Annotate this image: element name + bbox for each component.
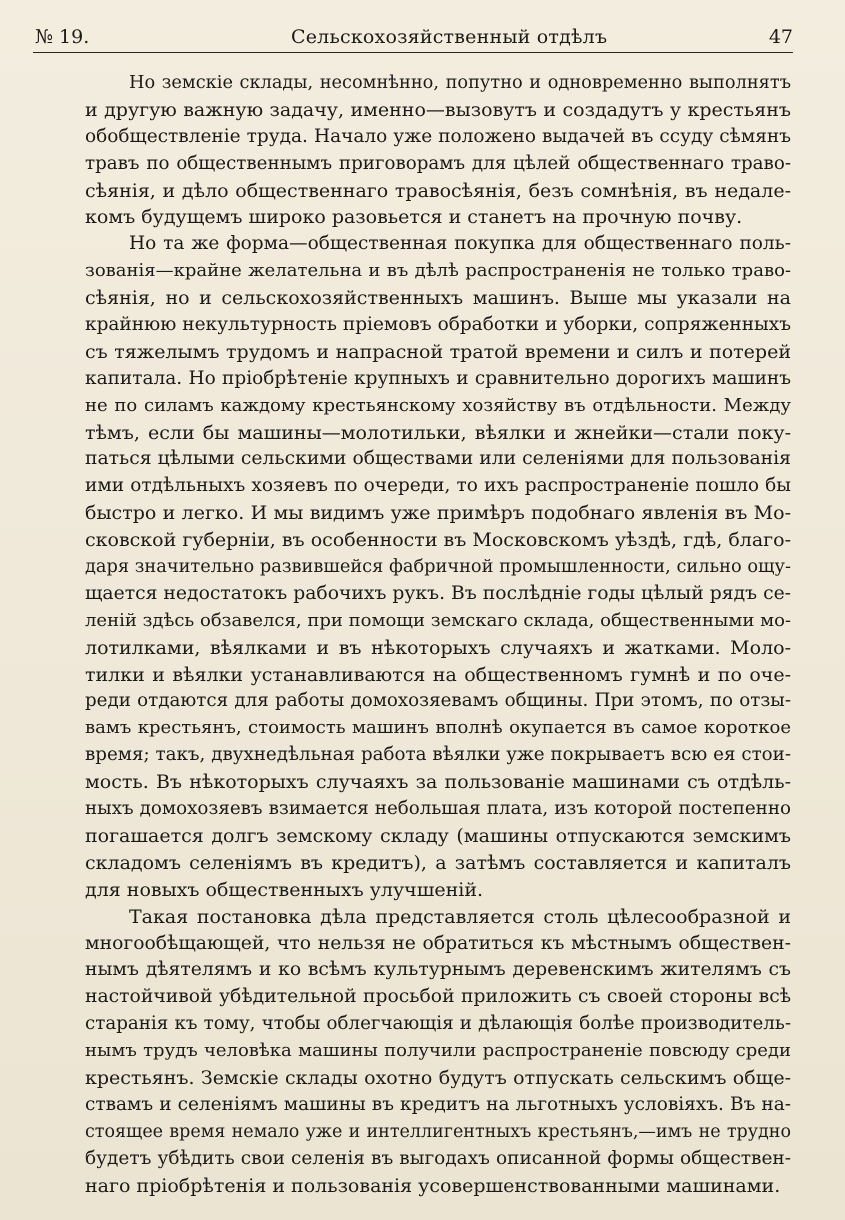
text-line: зованія—крайне желательна и въ дѣлѣ распространенія не только траво- <box>85 260 791 282</box>
text-line: Но та же форма—общественная покупка для общественнаго поль- <box>129 233 791 255</box>
text-line: сѣянія, но и сельскохозяйственныхъ машинъ. Выше мы указали на <box>85 287 791 310</box>
section-title: Сельскохозяйственный отдѣлъ <box>291 26 608 48</box>
text-line: нымъ трудъ человѣка машины получили распространеніе повсюду среди <box>85 1040 791 1062</box>
text-line: сковской губерніи, въ особенности въ Московскомъ уѣздѣ, гдѣ, благо- <box>85 529 791 552</box>
text-line: крайнюю некультурность пріемовъ обработки и уборки, сопряженныхъ <box>85 314 791 336</box>
text-line: настойчивой убѣдительной просьбой приложить съ своей стороны всѣ <box>85 986 791 1008</box>
text-line: сѣянія, и дѣло общественнаго травосѣянія, безъ сомнѣнія, въ недале- <box>85 179 791 202</box>
text-line: вамъ крестьянъ, стоимость машинъ вполнѣ окупается въ самое короткое <box>85 717 791 739</box>
text-line: Такая постановка дѣла представляется столь цѣлесообразной и <box>129 905 791 928</box>
text-line: лотилками, вѣялками и въ нѣкоторыхъ случаяхъ и жатками. Моло- <box>85 636 791 659</box>
text-line: реди отдаются для работы домохозяевамъ общины. При этомъ, по отзы- <box>85 690 791 712</box>
text-line: Но земскіе склады, несомнѣнно, попутно и одновременно выполнятъ <box>129 73 791 93</box>
issue-number: № 19. <box>35 26 90 48</box>
text-line: не по силамъ каждому крестьянскому хозяйству въ отдѣльности. Между <box>85 394 791 416</box>
text-line: время; такъ, двухнедѣльная работа вѣялки уже покрываетъ всю ея стои- <box>85 744 791 766</box>
text-line: капитала. Но пріобрѣтеніе крупныхъ и сравнительно дорогихъ машинъ <box>85 367 791 389</box>
text-line: мость. Въ нѣкоторыхъ случаяхъ за пользованіе машинами съ отдѣль- <box>85 771 791 794</box>
text-line: съ тяжелымъ трудомъ и напрасной тратой времени и силъ и потерей <box>85 340 791 363</box>
text-line: леній здѣсь обзавелся, при помощи земскаго склада, общественными мо- <box>85 609 791 631</box>
text-line: крестьянъ. Земскіе склады охотно будутъ отпускать сельскимъ обще- <box>85 1066 791 1089</box>
text-line: нымъ дѣятелямъ и ко всѣмъ культурнымъ деревенскимъ жителямъ съ <box>85 959 791 981</box>
article-body <box>85 70 791 1199</box>
text-line: травъ по общественнымъ приговорамъ для цѣлей общественнаго траво- <box>85 152 791 174</box>
text-line: ныхъ домохозяевъ взимается небольшая плата, изъ которой постепенно <box>85 798 791 820</box>
text-line: ими отдѣльныхъ хозяевъ по очереди, то ихъ распространеніе пошло бы <box>85 475 791 497</box>
text-line: для новыхъ общественныхъ улучшеній. <box>85 878 484 901</box>
text-line: ствамъ и селеніямъ машины въ кредитъ на льготныхъ условіяхъ. Въ на- <box>85 1093 791 1115</box>
text-line: тѣмъ, если бы машины—молотильки, вѣялки и жнейки—стали поку- <box>85 421 791 444</box>
page-number: 47 <box>768 26 793 48</box>
running-header <box>33 24 793 53</box>
text-line: щается недостатокъ рабочихъ рукъ. Въ послѣдніе годы цѣлый рядъ се- <box>85 582 791 604</box>
text-line: стоящее время немало уже и интеллигентныхъ крестьянъ,—имъ не трудно <box>85 1121 791 1142</box>
text-line: наго пріобрѣтенія и пользованія усовершенствованными машинами. <box>85 1174 781 1197</box>
text-line: и другую важную задачу, именно—вызовутъ и создадутъ у крестьянъ <box>85 98 791 121</box>
text-line: погашается долгъ земскому складу (машины отпускаются земскимъ <box>85 824 791 847</box>
text-line: комъ будущемъ широко разовьется и станетъ на прочную почву. <box>85 206 743 229</box>
text-line: многообѣщающей, что нельзя не обратиться къ мѣстнымъ обществен- <box>85 932 791 954</box>
text-line: будетъ убѣдить свои селенія въ выгодахъ описанной формы обществен- <box>85 1147 791 1169</box>
text-line: старанія къ тому, чтобы облегчающія и дѣлающія болѣе производитель- <box>85 1013 791 1035</box>
text-line: паться цѣлыми сельскими обществами или селеніями для пользованія <box>85 448 791 470</box>
text-line: даря значительно развившейся фабричной промышленности, сильно ощу- <box>85 557 791 578</box>
text-line: обобществленіе труда. Начало уже положено выдачей въ ссуду сѣмянъ <box>85 125 791 147</box>
text-line: складомъ селеніямъ въ кредитъ), а затѣмъ составляется и капиталъ <box>85 851 791 874</box>
text-line: тилки и вѣялки устанавливаются на общественномъ гумнѣ и по оче- <box>85 663 791 686</box>
text-line: быстро и легко. И мы видимъ уже примѣръ подобнаго явленія въ Мо- <box>85 502 791 525</box>
